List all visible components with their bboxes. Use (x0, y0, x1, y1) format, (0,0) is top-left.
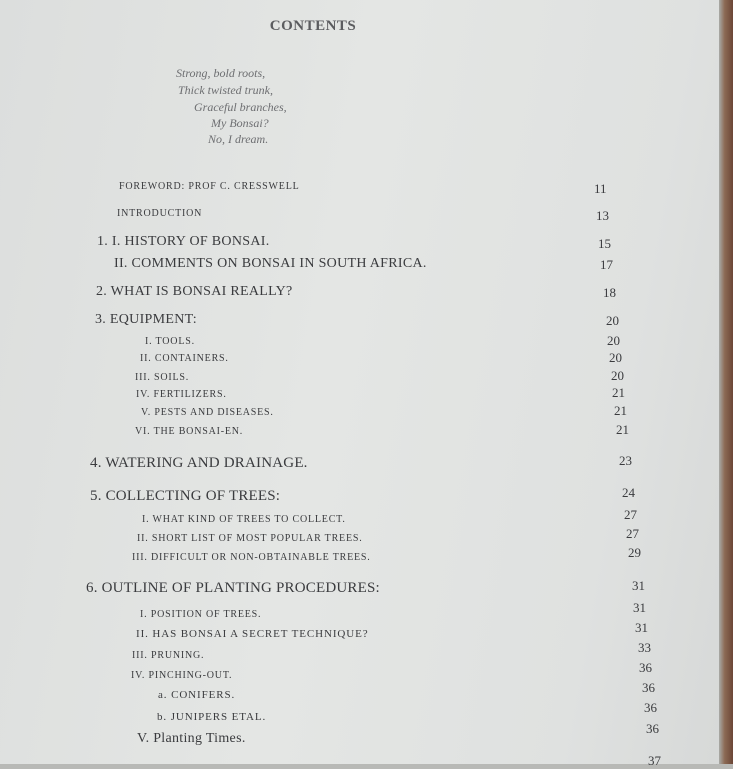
toc-page-number: 21 (612, 385, 625, 400)
toc-entry-sub: V. Planting Times. (137, 731, 246, 746)
toc-entry-chapter-3: 3. EQUIPMENT: (95, 312, 197, 327)
poem-line: Graceful branches, (194, 100, 287, 114)
toc-page-number: 21 (614, 403, 627, 418)
toc-entry-chapter-4: 4. WATERING AND DRAINAGE. (90, 455, 308, 471)
toc-entry-chapter-1: 1. I. HISTORY OF BONSAI. (97, 234, 270, 249)
toc-page-number: 24 (622, 485, 635, 500)
toc-page-number-cut: 37 (648, 753, 661, 768)
toc-page-number: 20 (609, 350, 622, 365)
toc-entry-sub: I. TOOLS. (145, 336, 195, 347)
poem-line: No, I dream. (208, 132, 269, 146)
toc-page-number: 36 (639, 660, 652, 675)
toc-page-number: 36 (642, 680, 655, 695)
toc-page-number: 31 (633, 600, 646, 615)
toc-entry-sub: II. SHORT LIST OF MOST POPULAR TREES. (137, 533, 363, 544)
toc-page-number: 20 (611, 368, 624, 383)
toc-page-number: 36 (644, 700, 657, 715)
toc-entry-sub: IV. PINCHING-OUT. (131, 670, 233, 681)
toc-page-number: 11 (594, 181, 607, 196)
toc-page-number: 27 (626, 526, 639, 541)
toc-page-number: 23 (619, 453, 632, 468)
toc-entry-sub: II. CONTAINERS. (140, 353, 229, 364)
toc-page-number: 36 (646, 721, 659, 736)
toc-entry-sub-sub: a. CONIFERS. (158, 689, 236, 701)
toc-page-number: 15 (598, 236, 611, 251)
toc-page-number: 17 (600, 257, 613, 272)
book-edge (719, 0, 733, 764)
toc-entry-chapter-5: 5. COLLECTING OF TREES: (90, 488, 281, 504)
toc-page-number: 29 (628, 545, 641, 560)
toc-page-number: 20 (606, 313, 619, 328)
page-title: CONTENTS (269, 18, 357, 34)
toc-page-number: 27 (624, 507, 637, 522)
poem-line: My Bonsai? (211, 116, 269, 130)
toc-entry-sub-sub: b. JUNIPERS ETAL. (157, 711, 267, 723)
toc-entry-sub: I. POSITION OF TREES. (140, 609, 262, 620)
toc-entry-foreword: FOREWORD: PROF C. CRESSWELL (119, 181, 300, 192)
toc-entry-chapter-1-ii: II. COMMENTS ON BONSAI IN SOUTH AFRICA. (114, 256, 427, 271)
poem-line: Thick twisted trunk, (178, 83, 273, 97)
toc-entry-sub: III. SOILS. (135, 372, 190, 383)
toc-entry-sub: V. PESTS AND DISEASES. (141, 407, 274, 418)
toc-entry-chapter-2: 2. WHAT IS BONSAI REALLY? (96, 284, 293, 299)
toc-page-number: 20 (607, 333, 620, 348)
toc-entry-introduction: INTRODUCTION (117, 208, 203, 219)
toc-page-number: 31 (632, 578, 645, 593)
toc-entry-sub: III. PRUNING. (132, 650, 205, 661)
toc-page-number: 33 (638, 640, 651, 655)
toc-entry-sub: II. HAS BONSAI A SECRET TECHNIQUE? (136, 628, 369, 640)
toc-page-number: 21 (616, 422, 629, 437)
toc-entry-sub: III. DIFFICULT OR NON-OBTAINABLE TREES. (132, 552, 371, 563)
toc-entry-chapter-6: 6. OUTLINE OF PLANTING PROCEDURES: (86, 580, 380, 596)
toc-page-number: 18 (603, 285, 616, 300)
toc-page-number: 13 (596, 208, 609, 223)
toc-page-number: 31 (635, 620, 648, 635)
toc-entry-sub: IV. FERTILIZERS. (136, 389, 227, 400)
toc-entry-sub: I. WHAT KIND OF TREES TO COLLECT. (142, 514, 346, 525)
toc-entry-sub: VI. THE BONSAI-EN. (135, 426, 244, 437)
poem-line: Strong, bold roots, (176, 66, 266, 80)
